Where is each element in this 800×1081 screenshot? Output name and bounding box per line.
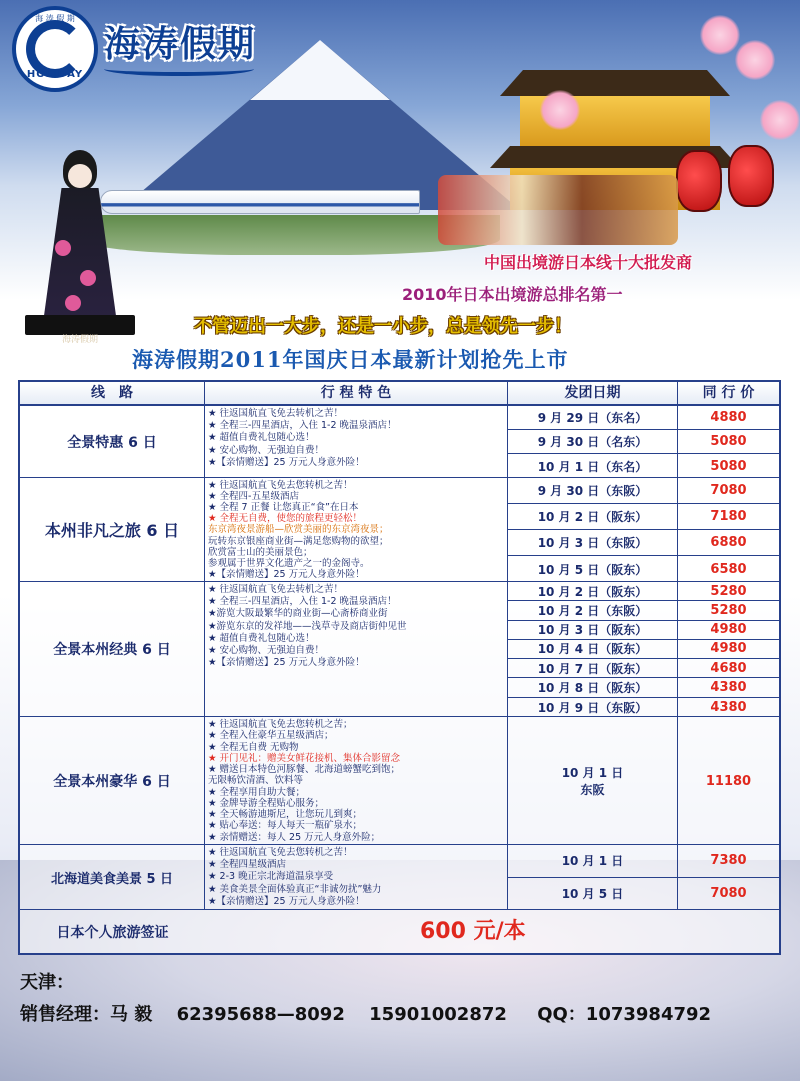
geisha-doll-image xyxy=(25,150,135,335)
departure-dates xyxy=(508,845,678,909)
route-name: 全景本州豪华 6 日 xyxy=(20,717,205,844)
itinerary-group xyxy=(20,582,779,717)
prices xyxy=(678,406,779,477)
price-value: 4380 xyxy=(678,678,779,697)
feature-line: ★ 全程三-四星酒店，入住 1-2 晚温泉酒店！ xyxy=(208,596,397,608)
feature-line: ★【亲情赠送】25 万元人身意外险！ xyxy=(208,657,365,669)
itinerary-group xyxy=(20,717,779,845)
feature-line: ★ 全程无自费 无购物 xyxy=(208,741,299,753)
prices xyxy=(678,582,779,716)
table-header xyxy=(20,382,779,406)
cherry-blossom-image xyxy=(540,90,580,130)
bullet-train-image xyxy=(100,190,420,214)
departure-date: 9 月 30 日（名东） xyxy=(508,430,677,454)
departure-date: 10 月 1 日 东阪 xyxy=(561,766,624,797)
feature-line: ★ 贴心奉送：每人每天一瓶矿泉水； xyxy=(208,820,363,832)
departure-date: 10 月 3 日（阪东） xyxy=(508,621,677,640)
price-value: 4980 xyxy=(678,640,779,659)
departure-date: 10 月 2 日（阪东） xyxy=(508,582,677,601)
feature-line: ★ 往返国航直飞免去您转机之苦； xyxy=(208,719,353,730)
feature-line: ★【亲情赠送】25 万元人身意外险！ xyxy=(208,568,365,580)
price-value: 5280 xyxy=(678,601,779,620)
price-value: 5280 xyxy=(678,582,779,601)
header-features: 行 程 特 色 xyxy=(205,382,508,404)
itinerary-group xyxy=(20,845,779,910)
feature-line: ★ 全程 7 正餐 让您真正“食”在日本 xyxy=(208,502,359,514)
departure-date: 10 月 9 日（东阪） xyxy=(537,700,648,715)
feature-line: ★游览东京的发祥地——浅草寺及商店街仲见世 xyxy=(208,620,407,632)
feature-line: ★【亲情赠送】25 万元人身意外险！ xyxy=(208,456,365,468)
phone-number[interactable]: 62395688—8092 xyxy=(176,1004,345,1025)
departure-date: 10 月 1 日 xyxy=(508,845,677,878)
slogan-ranking: 2010年日本出境游总排名第一 xyxy=(402,285,623,304)
route-name: 北海道美食美景 5 日 xyxy=(20,845,205,909)
sales-manager: 销售经理：马 毅 xyxy=(20,1004,153,1025)
departure-date: 10 月 1 日（东名） xyxy=(537,459,648,474)
departure-date: 10 月 2 日（阪东） xyxy=(508,504,677,530)
price-value: 7380 xyxy=(678,845,779,878)
departure-date: 10 月 7 日（阪东） xyxy=(508,659,677,678)
footer-contact xyxy=(20,1000,711,1026)
cherry-blossom-image xyxy=(700,15,740,55)
route-name: 本州非凡之旅 6 日 xyxy=(20,478,205,581)
feature-line: ★ 往返国航直飞免去您转机之苦！ xyxy=(208,847,353,858)
food-and-disney-photos xyxy=(438,175,678,245)
price-value: 11180 xyxy=(705,773,752,789)
feature-line: 东京湾夜景游船—欣赏美丽的东京湾夜景； xyxy=(208,524,389,536)
page-headline: 海涛假期2011年国庆日本最新计划抢先上市 xyxy=(132,347,569,372)
itinerary-group xyxy=(20,478,779,582)
logo-badge-top-text: 海 涛 假 期 xyxy=(35,14,75,23)
feature-list xyxy=(205,717,508,844)
cherry-blossom-image xyxy=(760,100,800,140)
itinerary-group xyxy=(20,406,779,478)
feature-line: ★ 亲情赠送：每人 25 万元人身意外险； xyxy=(208,831,381,843)
feature-line: ★ 全程无自费，使您的旅程更轻松！ xyxy=(208,513,363,525)
feature-line: ★ 开门见礼：赠美女鲜花接机、集体合影留念 xyxy=(208,752,401,764)
visa-label: 日本个人旅游签证 xyxy=(56,924,169,941)
brand-logo xyxy=(12,6,272,96)
departure-date: 10 月 5 日 xyxy=(561,887,624,902)
header-route: 线 路 xyxy=(20,382,205,404)
feature-line: ★游览大阪最繁华的商业街—心斋桥商业街 xyxy=(208,608,388,620)
qq-number[interactable]: QQ：1073984792 xyxy=(537,1004,712,1025)
feature-line: ★ 超值自费礼包随心选！ xyxy=(208,632,315,644)
brand-name: 海涛假期 xyxy=(104,23,257,65)
feature-line: ★ 全程四-五星级酒店 xyxy=(208,491,299,503)
feature-line: ★ 往返国航直飞免去您转机之苦！ xyxy=(208,480,353,491)
feature-line: 无限畅饮清酒、饮料等 xyxy=(208,775,304,787)
doll-base-label: 海涛假期 xyxy=(61,335,98,345)
footer-city: 天津： xyxy=(20,972,74,993)
feature-line: ★ 安心购物、无强迫自费！ xyxy=(208,444,325,456)
price-value: 4680 xyxy=(678,659,779,678)
feature-list xyxy=(205,406,508,477)
feature-line: 欣赏富士山的美丽景色； xyxy=(208,546,313,558)
prices xyxy=(678,845,779,909)
departure-dates xyxy=(508,717,678,844)
visa-price: 600 元/本 xyxy=(420,919,526,944)
price-value: 7080 xyxy=(710,886,747,902)
departure-date: 10 月 5 日（阪东） xyxy=(537,562,648,577)
price-value: 5080 xyxy=(678,430,779,454)
feature-line: 玩转东京银座商业街—满足您购物的欲望； xyxy=(208,535,389,547)
price-value: 7180 xyxy=(678,504,779,530)
feature-line: ★ 全天畅游迪斯尼，让您玩儿到爽； xyxy=(208,809,363,821)
price-value: 4880 xyxy=(678,406,779,430)
price-value: 4380 xyxy=(710,699,747,715)
price-value: 4980 xyxy=(678,621,779,640)
departure-date: 10 月 4 日（阪东） xyxy=(508,640,677,659)
header-price: 同 行 价 xyxy=(702,385,755,401)
slogan-top-wholesaler: 中国出境游日本线十大批发商 xyxy=(484,253,693,272)
feature-line: ★ 安心购物、无强迫自费！ xyxy=(208,645,325,657)
departure-dates xyxy=(508,478,678,581)
departure-date: 10 月 8 日（阪东） xyxy=(508,678,677,697)
feature-line: ★ 全程入住豪华五星级酒店； xyxy=(208,730,334,742)
feature-line: ★【亲情赠送】25 万元人身意外险！ xyxy=(208,895,365,907)
red-lantern-image xyxy=(728,145,774,207)
feature-line: ★ 超值自费礼包随心选！ xyxy=(208,432,315,444)
cherry-blossom-image xyxy=(735,40,775,80)
header-departure-date: 发团日期 xyxy=(508,382,678,404)
feature-line: ★ 2-3 晚正宗北海道温泉享受 xyxy=(208,871,334,883)
feature-list xyxy=(205,582,508,716)
feature-line: ★ 全程四星级酒店 xyxy=(208,859,287,871)
logo-badge-holiday-text: HOLIDAY xyxy=(26,69,84,80)
feature-list xyxy=(205,478,508,581)
departure-date: 9 月 29 日（东名） xyxy=(508,406,677,430)
feature-list xyxy=(205,845,508,909)
feature-line: ★ 赠送日本特色河豚餐、北海道螃蟹吃到饱； xyxy=(208,764,401,776)
logo-badge xyxy=(12,6,98,92)
feature-line: ★ 往返国航直飞免去转机之苦！ xyxy=(208,408,344,419)
departure-dates xyxy=(508,406,678,477)
prices xyxy=(678,717,779,844)
price-value: 6880 xyxy=(678,530,779,556)
mobile-number[interactable]: 15901002872 xyxy=(369,1004,507,1025)
price-value: 6580 xyxy=(710,561,747,577)
feature-line: ★ 全程享用自助大餐； xyxy=(208,786,306,798)
route-name: 全景本州经典 6 日 xyxy=(20,582,205,716)
slogan-step-ahead: 不管迈出一大步，还是一小步，总是领先一步！ xyxy=(194,316,572,337)
departure-dates xyxy=(508,582,678,716)
field-image xyxy=(80,215,500,255)
departure-date: 9 月 30 日（东阪） xyxy=(508,478,677,504)
itinerary-table xyxy=(18,380,781,955)
prices xyxy=(678,478,779,581)
route-name: 全景特惠 6 日 xyxy=(20,406,205,477)
red-lantern-image xyxy=(676,150,722,212)
feature-line: 参观属于世界文化遗产之一的金阁寺。 xyxy=(208,557,370,569)
feature-line: ★ 全程三-四星酒店，入住 1-2 晚温泉酒店！ xyxy=(208,420,397,432)
feature-line: ★ 往返国航直飞免去转机之苦！ xyxy=(208,584,344,595)
departure-date: 10 月 2 日（东阪） xyxy=(508,601,677,620)
price-value: 5080 xyxy=(710,458,747,474)
visa-row xyxy=(20,910,779,953)
departure-date: 10 月 3 日（东阪） xyxy=(508,530,677,556)
price-value: 7080 xyxy=(678,478,779,504)
feature-line: ★ 金牌导游全程贴心服务； xyxy=(208,797,325,809)
feature-line: ★ 美食美景全面体验真正“非诚勿扰”魅力 xyxy=(208,883,382,895)
wave-icon xyxy=(104,62,254,76)
